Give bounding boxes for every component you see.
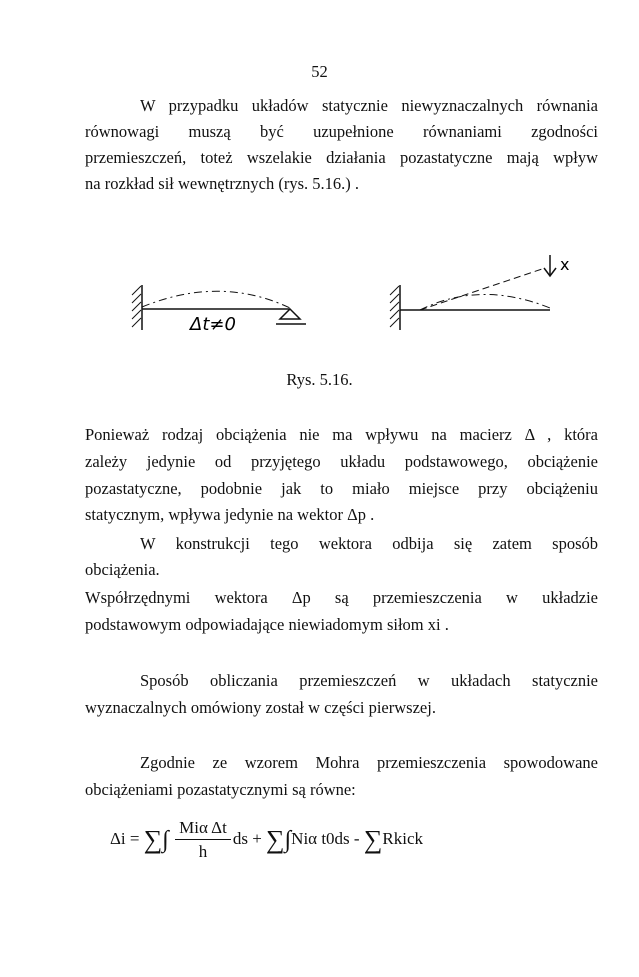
formula-equals: =: [129, 828, 140, 848]
text-line: statycznym, wpływa jedynie na wektor Δp .: [85, 505, 375, 524]
text-line: równowagi muszą być uzupełnione równaniami zgodności: [85, 122, 598, 141]
figure-beams: [130, 250, 600, 340]
text-line: podstawowym odpowiadające niewiadomym siłom xi .: [85, 615, 449, 634]
text-line: pozastatyczne, podobnie jak to miało miejsce przy obciążeniu: [85, 479, 598, 498]
text-line: zależy jedynie od przyjętego układu podstawowego, obciążenie: [85, 452, 598, 471]
text-line: przemieszczeń, toteż wszelakie działania pozastatyczne mają wpływ: [85, 148, 598, 167]
text-line: wyznaczalnych omówiony został w części pierwszej.: [85, 698, 436, 717]
text-line: obciążeniami pozastatycznymi są równe:: [85, 780, 356, 799]
formula-lhs: Δi: [110, 828, 126, 848]
figure-caption: Rys. 5.16.: [286, 370, 353, 389]
mohra-formula: Δi = ∑∫ $\frac{\text{Miα Δt}}{h}$ ds + ∑∫Niα t0ds - ∑Rkick: [110, 818, 423, 861]
text-line: Współrzędnymi wektora Δp są przemieszczenia w układzie: [85, 588, 598, 607]
text-line: Zgodnie ze wzorem Mohra przemieszczenia spowodowane: [140, 753, 598, 772]
page-number: 52: [311, 62, 328, 81]
text-line: Sposób obliczania przemieszczeń w układach statycznie: [140, 671, 598, 690]
text-line: W konstrukcji tego wektora odbija się zatem sposób: [140, 534, 598, 553]
formula-numerator: Miα Δt: [175, 818, 231, 840]
text-line: obciążenia.: [85, 560, 160, 579]
label-x: x: [560, 255, 570, 274]
text-line: na rozkład sił wewnętrznych (rys. 5.16.) .: [85, 174, 359, 193]
formula-ds: ds +: [232, 828, 262, 848]
text-line: Ponieważ rodzaj obciążenia nie ma wpływu na macierz Δ , która: [85, 425, 598, 444]
formula-term3: Rkick: [382, 828, 423, 848]
label-delta-t: Δt≠0: [190, 314, 236, 335]
formula-denominator: h: [198, 842, 208, 861]
formula-term2: Niα t0ds -: [291, 828, 360, 848]
text-line: W przypadku układów statycznie niewyznaczalnych równania: [140, 96, 598, 115]
